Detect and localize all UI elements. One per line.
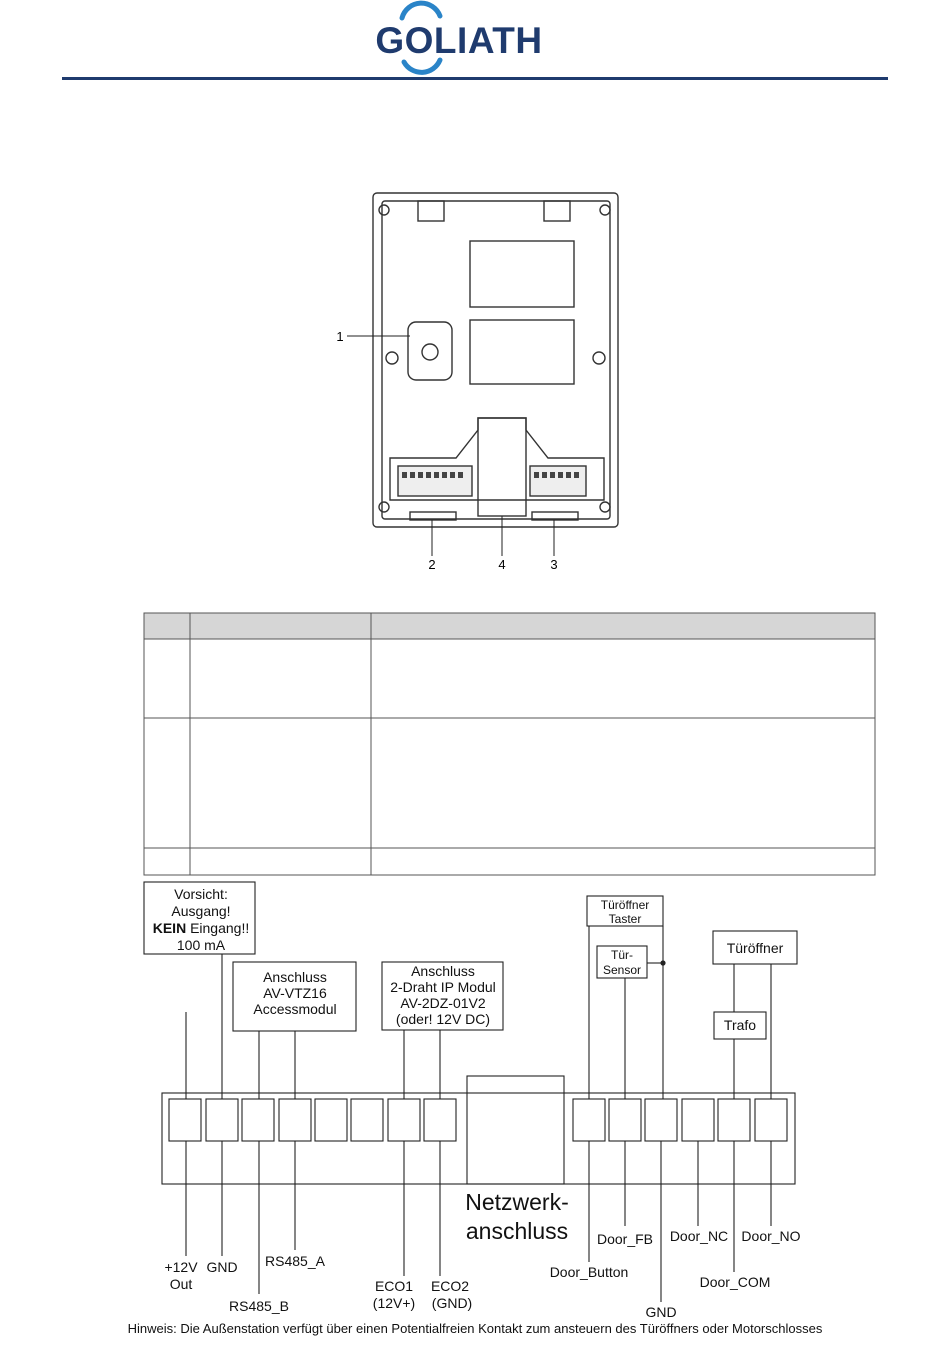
- label-eco2-1: ECO2: [430, 1278, 470, 1294]
- terminal-12v-out: [169, 1099, 201, 1141]
- terminal-door-button: [573, 1099, 605, 1141]
- label-door-nc: Door_NC: [669, 1228, 729, 1244]
- device-back-view: [373, 193, 618, 527]
- legend-table: [144, 613, 875, 875]
- tamper-button: [422, 344, 438, 360]
- tamper-button-housing: [408, 322, 452, 380]
- label-gnd-left: GND: [206, 1259, 238, 1275]
- callout-lines: [347, 336, 554, 556]
- table-frame: [144, 613, 875, 875]
- terminal-gnd-right: [645, 1099, 677, 1141]
- junction-dot: [660, 960, 665, 965]
- sensor-line-1: Tür-: [611, 948, 633, 962]
- tueroeffner-label: Türöffner: [726, 940, 784, 956]
- network-port-box: [467, 1076, 564, 1184]
- terminal-rs485-b: [242, 1099, 274, 1141]
- terminal-gnd-left: [206, 1099, 238, 1141]
- terminal-door-nc: [682, 1099, 714, 1141]
- label-12v-out-2: Out: [169, 1276, 193, 1292]
- label-rs485-b: RS485_B: [229, 1298, 289, 1314]
- network-label-line-1: Netzwerk-: [465, 1189, 569, 1215]
- terminal-strip-frame: [162, 1093, 795, 1184]
- trafo-label: Trafo: [723, 1017, 757, 1033]
- vtz16-line-3: Accessmodul: [253, 1001, 337, 1017]
- label-door-button: Door_Button: [549, 1264, 629, 1280]
- terminal-eco1: [388, 1099, 420, 1141]
- label-door-com: Door_COM: [699, 1274, 771, 1290]
- network-port: [478, 418, 526, 516]
- logo-arc-top: [402, 3, 440, 18]
- callout-1: 1: [336, 329, 344, 344]
- header-rule: [62, 77, 888, 80]
- terminal-door-fb: [609, 1099, 641, 1141]
- logo-arc-bottom: [404, 60, 440, 72]
- vorsicht-line-4: 100 mA: [176, 937, 226, 953]
- label-eco2-2: (GND): [431, 1295, 473, 1311]
- ip-modul-line-1: Anschluss: [411, 963, 475, 979]
- label-gnd-right: GND: [645, 1304, 677, 1320]
- label-door-fb: Door_FB: [596, 1231, 654, 1247]
- label-12v-out-1: +12V: [164, 1259, 198, 1275]
- ip-modul-line-2: 2-Draht IP Modul: [390, 979, 496, 995]
- label-eco1-1: ECO1: [374, 1278, 414, 1294]
- ip-modul-line-4: (oder! 12V DC): [395, 1011, 491, 1027]
- taster-line-2: Taster: [608, 912, 642, 926]
- terminal-pins: [402, 472, 579, 478]
- sensor-line-2: Sensor: [602, 963, 642, 977]
- vtz16-line-1: Anschluss: [263, 969, 327, 985]
- back-label-upper: [470, 241, 574, 307]
- table-header-row: [144, 613, 875, 639]
- callout-3: 3: [550, 557, 558, 572]
- terminal-unused-1: [315, 1099, 347, 1141]
- terminal-rs485-a: [279, 1099, 311, 1141]
- terminal-block-right: [530, 466, 586, 496]
- vtz16-line-2: AV-VTZ16: [263, 985, 327, 1001]
- top-clip-right: [544, 201, 570, 221]
- terminal-eco2: [424, 1099, 456, 1141]
- terminal-unused-2: [351, 1099, 383, 1141]
- network-label-line-2: anschluss: [465, 1218, 569, 1244]
- back-label-lower: [470, 320, 574, 384]
- terminal-door-com: [718, 1099, 750, 1141]
- vorsicht-line-1: Vorsicht:: [174, 886, 228, 902]
- footer-note: Hinweis: Die Außenstation verfügt über einen Potentialfreien Kontakt zum ansteuern des Türöffners oder Motorschlosses: [127, 1321, 823, 1336]
- label-rs485-a: RS485_A: [265, 1253, 325, 1269]
- terminal-door-no: [755, 1099, 787, 1141]
- terminal-block-left: [398, 466, 472, 496]
- top-clip-left: [418, 201, 444, 221]
- callout-2: 2: [428, 557, 436, 572]
- terminal-strip: [162, 1076, 795, 1184]
- ip-modul-line-3: AV-2DZ-01V2: [400, 995, 486, 1011]
- taster-line-1: Türöffner: [600, 898, 650, 912]
- label-door-no: Door_NO: [741, 1228, 801, 1244]
- goliath-logo: [375, 3, 542, 72]
- logo-text: GOLIATH: [375, 20, 543, 61]
- vorsicht-line-2: Ausgang!: [171, 903, 231, 919]
- vorsicht-line-3: KEIN Eingang!!: [152, 920, 250, 936]
- callout-4: 4: [498, 557, 506, 572]
- label-eco1-2: (12V+): [372, 1295, 416, 1311]
